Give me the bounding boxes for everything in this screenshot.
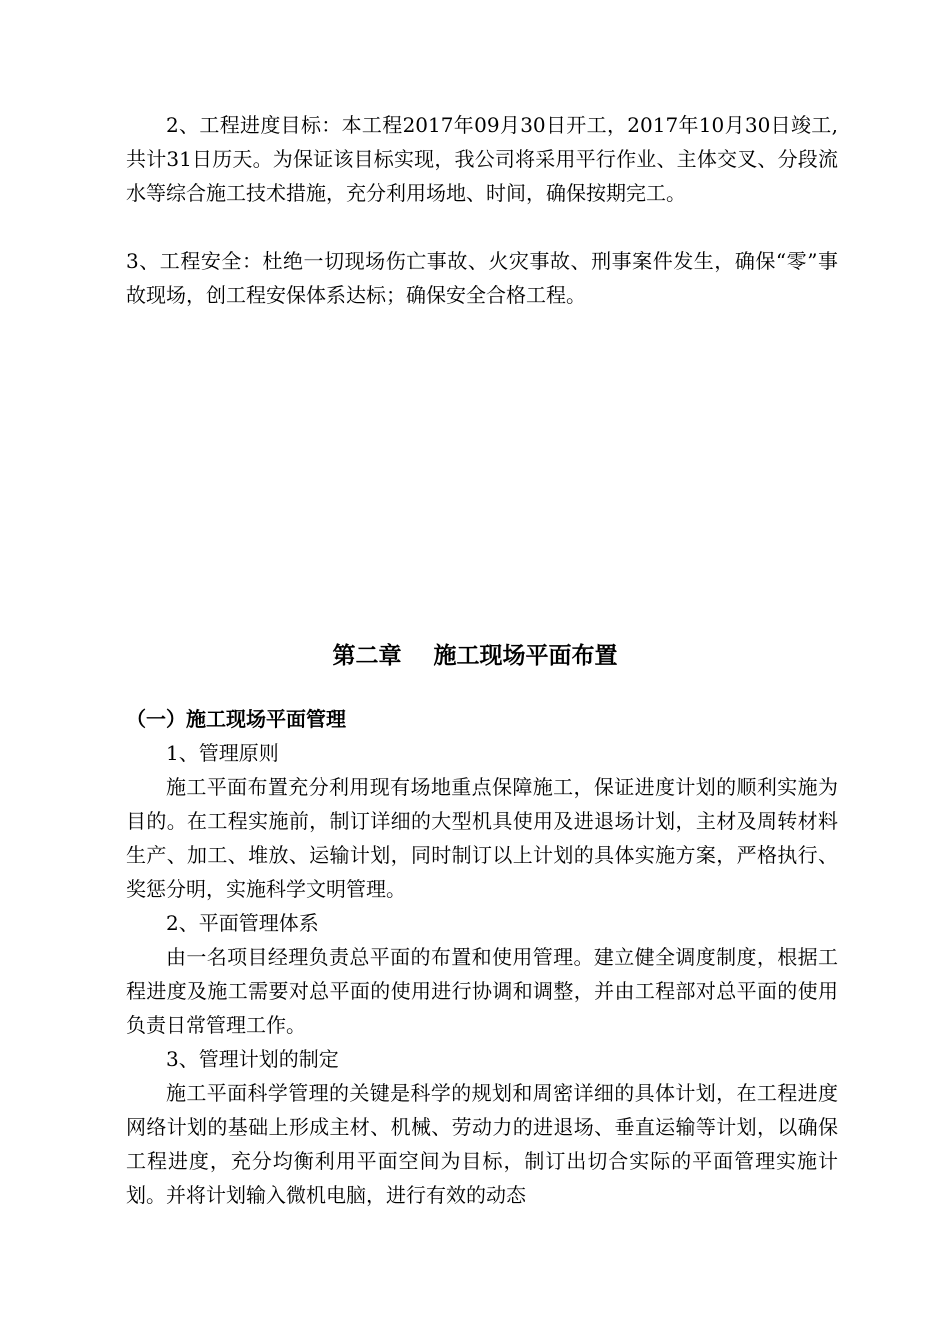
paragraph-schedule-goal: 2、工程进度目标：本工程2017年09月30日开工，2017年10月30日竣工,共计31日历天。为保证该目标实现，我公司将采用平行作业、主体交叉、分段流水等综合施工技术措施，充分利用场地、时间，确保按期完工。 (126, 113, 838, 205)
paragraph-management-system: 由一名项目经理负责总平面的布置和使用管理。建立健全调度制度，根据工程进度及施工需要对总平面的使用进行协调和调整，并由工程部对总平面的使用负责日常管理工作。 (126, 945, 838, 1037)
section-heading-site-plan-management: （一）施工现场平面管理 (126, 707, 346, 731)
paragraph-management-principle: 施工平面布置充分利用现有场地重点保障施工，保证进度计划的顺利实施为目的。在工程实施前，制订详细的大型机具使用及进退场计划，主材及周转材料生产、加工、堆放、运输计划，同时制订以上计划的具体实施方案，严格执行、奖惩分明，实施科学文明管理。 (126, 775, 838, 901)
chapter-title: 第二章 施工现场平面布置 (332, 642, 618, 669)
item-title-management-principle: 1、管理原则 (166, 741, 279, 765)
paragraph-safety-goal: 3、工程安全：杜绝一切现场伤亡事故、火灾事故、刑事案件发生，确保“零”事故现场，创工程安保体系达标；确保安全合格工程。 (126, 249, 838, 307)
paragraph-plan-formulation: 施工平面科学管理的关键是科学的规划和周密详细的具体计划，在工程进度网络计划的基础上形成主材、机械、劳动力的进退场、垂直运输等计划，以确保工程进度，充分均衡利用平面空间为目标，制订出切合实际的平面管理实施计划。并将计划输入微机电脑，进行有效的动态 (126, 1081, 838, 1207)
item-title-plan-formulation: 3、管理计划的制定 (166, 1047, 339, 1071)
item-title-management-system: 2、平面管理体系 (166, 911, 319, 935)
